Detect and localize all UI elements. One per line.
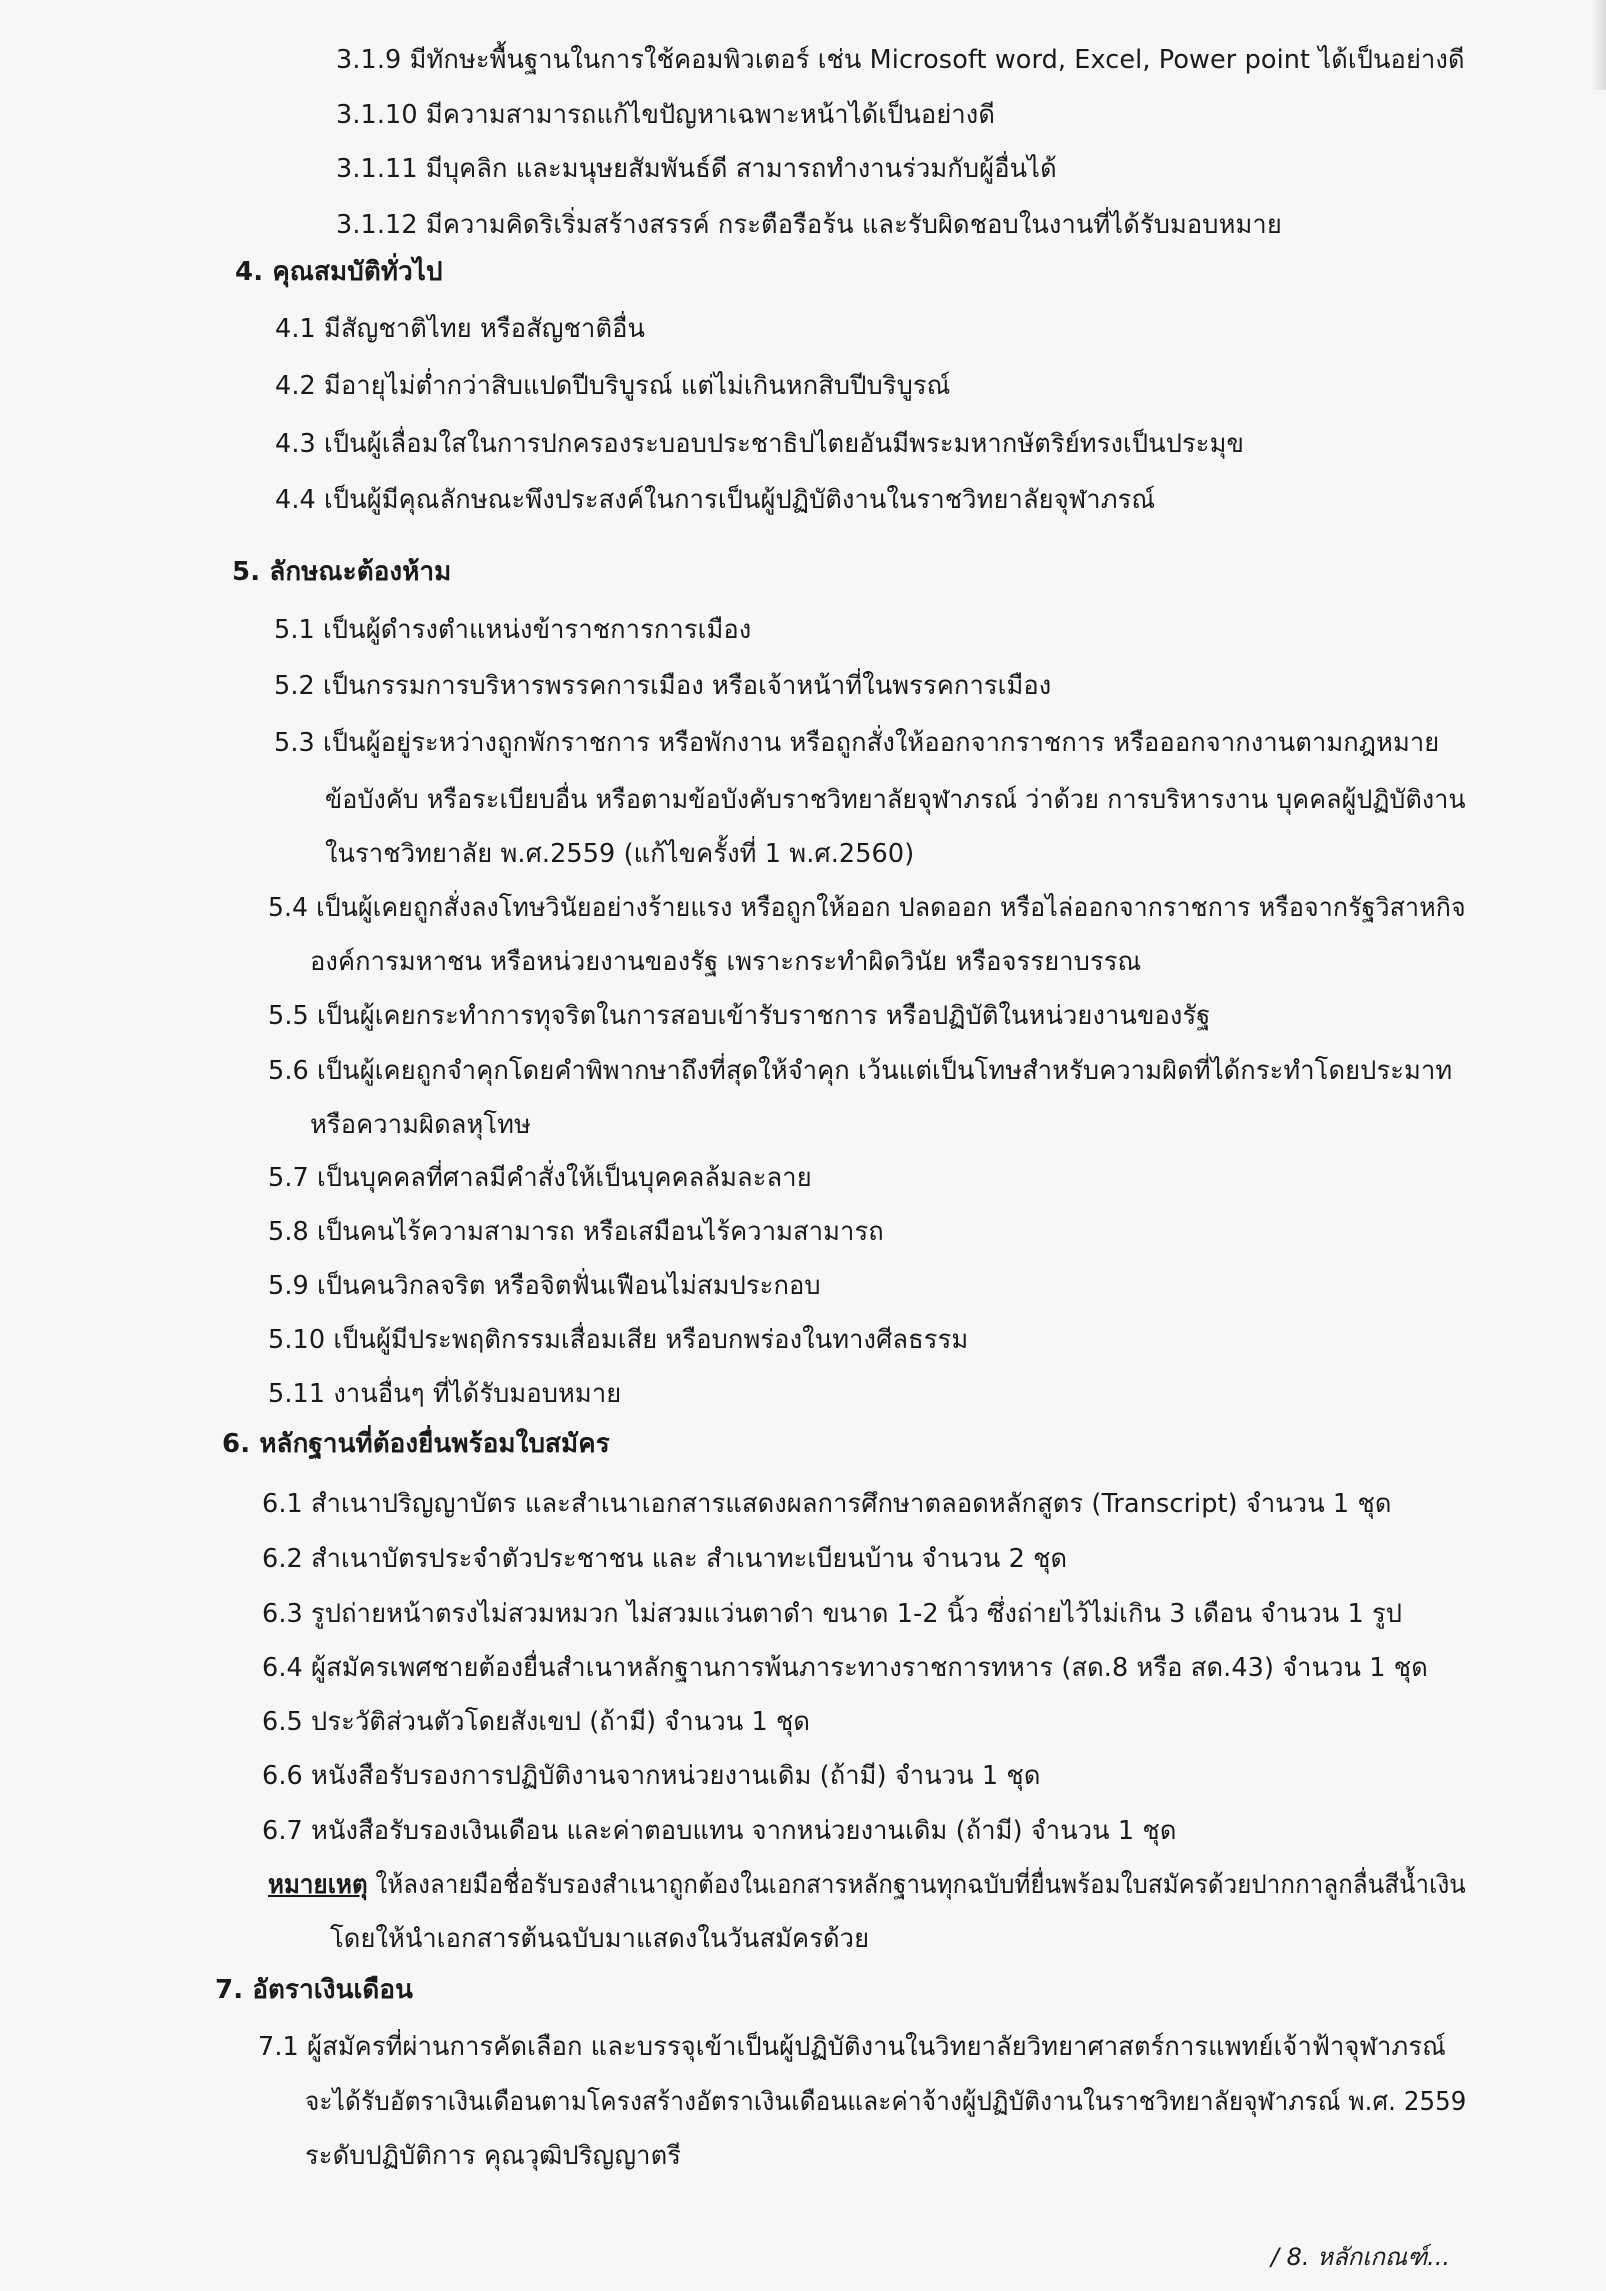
- scan-edge-shadow: [1592, 0, 1606, 90]
- section-5-line: ข้อบังคับ หรือระเบียบอื่น หรือตามข้อบังคับราชวิทยาลัยจุฬาภรณ์ ว่าด้วย การบริหารงาน บุคคลผู้ปฏิบัติงาน: [325, 785, 1466, 815]
- continuation-footer: / 8. หลักเกณฑ์...: [1270, 2243, 1450, 2271]
- section-4-item: 4.1 มีสัญชาติไทย หรือสัญชาติอื่น: [275, 314, 646, 344]
- section-5-line: 5.3 เป็นผู้อยู่ระหว่างถูกพักราชการ หรือพักงาน หรือถูกสั่งให้ออกจากราชการ หรือออกจากงานตามกฎหมาย: [274, 728, 1440, 758]
- section-6-item: 6.4 ผู้สมัครเพศชายต้องยื่นสำเนาหลักฐานการพ้นภาระทางราชการทหาร (สด.8 หรือ สด.43) จำนวน 1 ชุด: [262, 1653, 1428, 1683]
- section-7-line: 7.1 ผู้สมัครที่ผ่านการคัดเลือก และบรรจุเข้าเป็นผู้ปฏิบัติงานในวิทยาลัยวิทยาศาสตร์การแพทย์เจ้าฟ้าจุฬาภรณ์: [258, 2032, 1446, 2062]
- section-6-item: 6.3 รูปถ่ายหน้าตรงไม่สวมหมวก ไม่สวมแว่นตาดำ ขนาด 1-2 นิ้ว ซึ่งถ่ายไว้ไม่เกิน 3 เดือน จำนวน 1 รูป: [262, 1599, 1403, 1629]
- qualification-3-1-11: 3.1.11 มีบุคลิก และมนุษยสัมพันธ์ดี สามารถทำงานร่วมกับผู้อื่นได้: [336, 154, 1057, 184]
- section-6-item: 6.1 สำเนาปริญญาบัตร และสำเนาเอกสารแสดงผลการศึกษาตลอดหลักสูตร (Transcript) จำนวน 1 ชุด: [262, 1489, 1392, 1519]
- section-7-line: ระดับปฏิบัติการ คุณวุฒิปริญญาตรี: [305, 2141, 682, 2171]
- section-5-line: 5.4 เป็นผู้เคยถูกสั่งลงโทษวินัยอย่างร้ายแรง หรือถูกให้ออก ปลดออก หรือไล่ออกจากราชการ หรือจากรัฐวิสาหกิจ: [268, 893, 1466, 923]
- note-label: หมายเหตุ: [268, 1870, 368, 1900]
- qualification-3-1-12: 3.1.12 มีความคิดริเริ่มสร้างสรรค์ กระตือรือร้น และรับผิดชอบในงานที่ได้รับมอบหมาย: [336, 210, 1282, 240]
- section-6-item: 6.2 สำเนาบัตรประจำตัวประชาชน และ สำเนาทะเบียนบ้าน จำนวน 2 ชุด: [262, 1544, 1068, 1574]
- section-4-heading: 4. คุณสมบัติทั่วไป: [235, 257, 443, 287]
- section-5-line: หรือความผิดลหุโทษ: [310, 1110, 531, 1140]
- qualification-3-1-9: 3.1.9 มีทักษะพื้นฐานในการใช้คอมพิวเตอร์ เช่น Microsoft word, Excel, Power point ได้เป็นอย่างดี: [336, 45, 1465, 75]
- section-5-line: 5.6 เป็นผู้เคยถูกจำคุกโดยคำพิพากษาถึงที่สุดให้จำคุก เว้นแต่เป็นโทษสำหรับความผิดที่ได้กระทำโดยประมาท: [268, 1056, 1453, 1086]
- section-6-note-continuation: โดยให้นำเอกสารต้นฉบับมาแสดงในวันสมัครด้วย: [330, 1924, 870, 1954]
- note-text: ให้ลงลายมือชื่อรับรองสำเนาถูกต้องในเอกสารหลักฐานทุกฉบับที่ยื่นพร้อมใบสมัครด้วยปากกาลูกลื่นสีน้ำเงิน: [367, 1870, 1466, 1900]
- section-4-item: 4.4 เป็นผู้มีคุณลักษณะพึงประสงค์ในการเป็นผู้ปฏิบัติงานในราชวิทยาลัยจุฬาภรณ์: [275, 485, 1156, 515]
- section-4-item: 4.2 มีอายุไม่ต่ำกว่าสิบแปดปีบริบูรณ์ แต่ไม่เกินหกสิบปีบริบูรณ์: [275, 371, 951, 401]
- section-4-item: 4.3 เป็นผู้เลื่อมใสในการปกครองระบอบประชาธิปไตยอันมีพระมหากษัตริย์ทรงเป็นประมุข: [275, 429, 1245, 459]
- section-5-line: 5.10 เป็นผู้มีประพฤติกรรมเสื่อมเสีย หรือบกพร่องในทางศีลธรรม: [268, 1325, 969, 1355]
- section-6-item: 6.7 หนังสือรับรองเงินเดือน และค่าตอบแทน จากหน่วยงานเดิม (ถ้ามี) จำนวน 1 ชุด: [262, 1816, 1177, 1846]
- section-5-line: 5.5 เป็นผู้เคยกระทำการทุจริตในการสอบเข้ารับราชการ หรือปฏิบัติในหน่วยงานของรัฐ: [268, 1001, 1211, 1031]
- section-6-item: 6.6 หนังสือรับรองการปฏิบัติงานจากหน่วยงานเดิม (ถ้ามี) จำนวน 1 ชุด: [262, 1761, 1041, 1791]
- qualification-3-1-10: 3.1.10 มีความสามารถแก้ไขปัญหาเฉพาะหน้าได้เป็นอย่างดี: [336, 100, 996, 130]
- section-5-line: 5.8 เป็นคนไร้ความสามารถ หรือเสมือนไร้ความสามารถ: [268, 1217, 884, 1247]
- section-7-line: จะได้รับอัตราเงินเดือนตามโครงสร้างอัตราเงินเดือนและค่าจ้างผู้ปฏิบัติงานในราชวิทยาลัยจุฬาภรณ์ พ.ศ. 2559: [305, 2087, 1467, 2117]
- section-5-line: 5.11 งานอื่นๆ ที่ได้รับมอบหมาย: [268, 1379, 622, 1409]
- section-5-line: 5.1 เป็นผู้ดำรงตำแหน่งข้าราชการการเมือง: [274, 615, 752, 645]
- section-5-line: ในราชวิทยาลัย พ.ศ.2559 (แก้ไขครั้งที่ 1 พ.ศ.2560): [325, 839, 915, 869]
- section-5-line: 5.2 เป็นกรรมการบริหารพรรคการเมือง หรือเจ้าหน้าที่ในพรรคการเมือง: [274, 671, 1052, 701]
- section-5-heading: 5. ลักษณะต้องห้าม: [232, 557, 452, 587]
- section-5-line: องค์การมหาชน หรือหน่วยงานของรัฐ เพราะกระทำผิดวินัย หรือจรรยาบรรณ: [310, 947, 1142, 977]
- section-5-line: 5.7 เป็นบุคคลที่ศาลมีคำสั่งให้เป็นบุคคลล้มละลาย: [268, 1163, 812, 1193]
- section-6-item: 6.5 ประวัติส่วนตัวโดยสังเขป (ถ้ามี) จำนวน 1 ชุด: [262, 1707, 811, 1737]
- section-6-heading: 6. หลักฐานที่ต้องยื่นพร้อมใบสมัคร: [222, 1429, 610, 1459]
- section-5-line: 5.9 เป็นคนวิกลจริต หรือจิตฟั่นเฟือนไม่สมประกอบ: [268, 1271, 821, 1301]
- section-6-note: [268, 1869, 1466, 1901]
- section-7-heading: 7. อัตราเงินเดือน: [215, 1975, 413, 2005]
